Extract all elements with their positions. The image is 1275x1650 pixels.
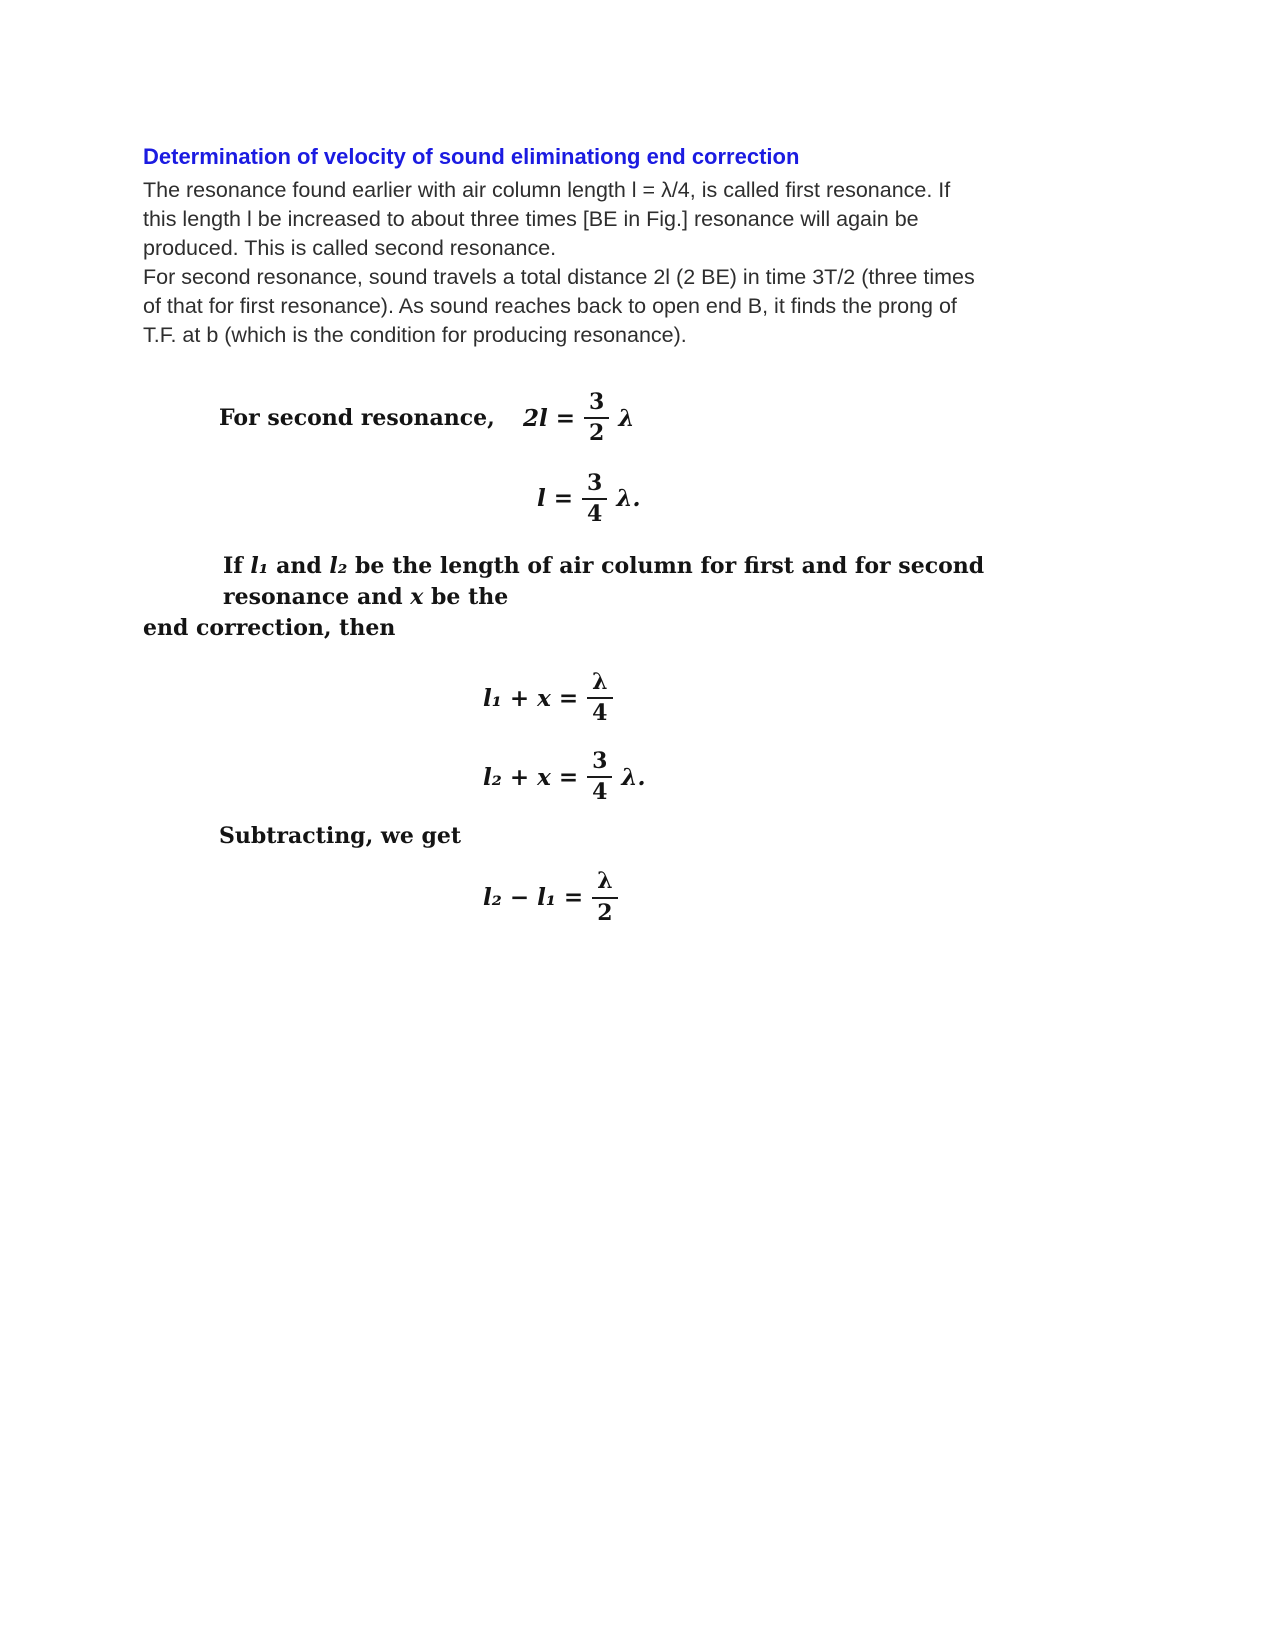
paragraph-line: of that for first resonance). As sound reaches back to open end B, it finds the prong of [143,294,957,318]
fraction-denominator: 4 [592,700,608,727]
paragraph-line: this length l be increased to about three times [BE in Fig.] resonance will again be [143,207,919,231]
equation-row-difference [143,869,1103,926]
page-title: Determination of velocity of sound eliminationg end correction [143,144,800,169]
fraction-numerator: 3 [584,390,609,419]
equation-l2-plus-x [483,749,646,806]
equation-suffix: λ. [616,485,641,513]
fraction-numerator: λ [587,670,612,699]
equation-2l [523,390,634,447]
equation-lhs: l₁ + x = [483,684,579,712]
fraction-numerator: 3 [582,471,607,500]
text-fragment: be the length of air column for first and for second resonance and [223,553,985,611]
equation-lhs: 2l = [523,404,576,432]
fraction [584,390,609,447]
subtracting-label: Subtracting, we get [219,823,462,850]
fraction [582,471,607,528]
fraction-denominator: 4 [587,500,603,527]
equation-l2-minus-l1 [483,869,625,926]
paragraph-line: For second resonance, sound travels a total distance 2l (2 BE) in time 3T/2 (three times [143,265,975,289]
fraction [587,670,612,727]
equation-suffix: λ [618,404,635,432]
fraction-denominator: 2 [589,420,605,447]
fraction [587,749,612,806]
equation-row-second-resonance [143,390,1103,447]
equation-row-l [143,471,1103,528]
equation-row-l1 [143,670,1103,727]
equation-l [537,471,640,528]
fraction-numerator: λ [592,869,617,898]
equation-l1-plus-x [483,670,620,727]
paragraph-line: end correction, then [143,615,396,642]
paragraph-line: The resonance found earlier with air column length l = λ/4, is called first resonance. If [143,178,951,202]
fraction-denominator: 2 [597,899,613,926]
variable-l1: l₁ [250,553,269,580]
equation-label: For second resonance, [219,405,495,432]
equation-lhs: l₂ + x = [483,763,579,791]
variable-l2: l₂ [329,553,348,580]
paragraph-line [143,551,1103,613]
equation-row-l2 [143,749,1103,806]
equation-lhs: l₂ − l₁ = [483,884,584,912]
paragraph-second-resonance [143,263,1103,350]
page-content [143,143,1103,926]
text-fragment: If [223,553,251,580]
text-fragment: be the [423,584,509,611]
fraction-denominator: 4 [592,779,608,806]
fraction-numerator: 3 [587,749,612,778]
paragraph-line: produced. This is called second resonance. [143,236,557,260]
equation-lhs: l = [537,485,574,513]
variable-x: x [410,584,424,611]
paragraph-first-resonance [143,176,1103,263]
equation-suffix: λ. [621,763,646,791]
paragraph-end-correction [143,551,1103,644]
fraction [592,869,617,926]
text-fragment: and [268,553,330,580]
paragraph-line: T.F. at b (which is the condition for producing resonance). [143,323,687,347]
